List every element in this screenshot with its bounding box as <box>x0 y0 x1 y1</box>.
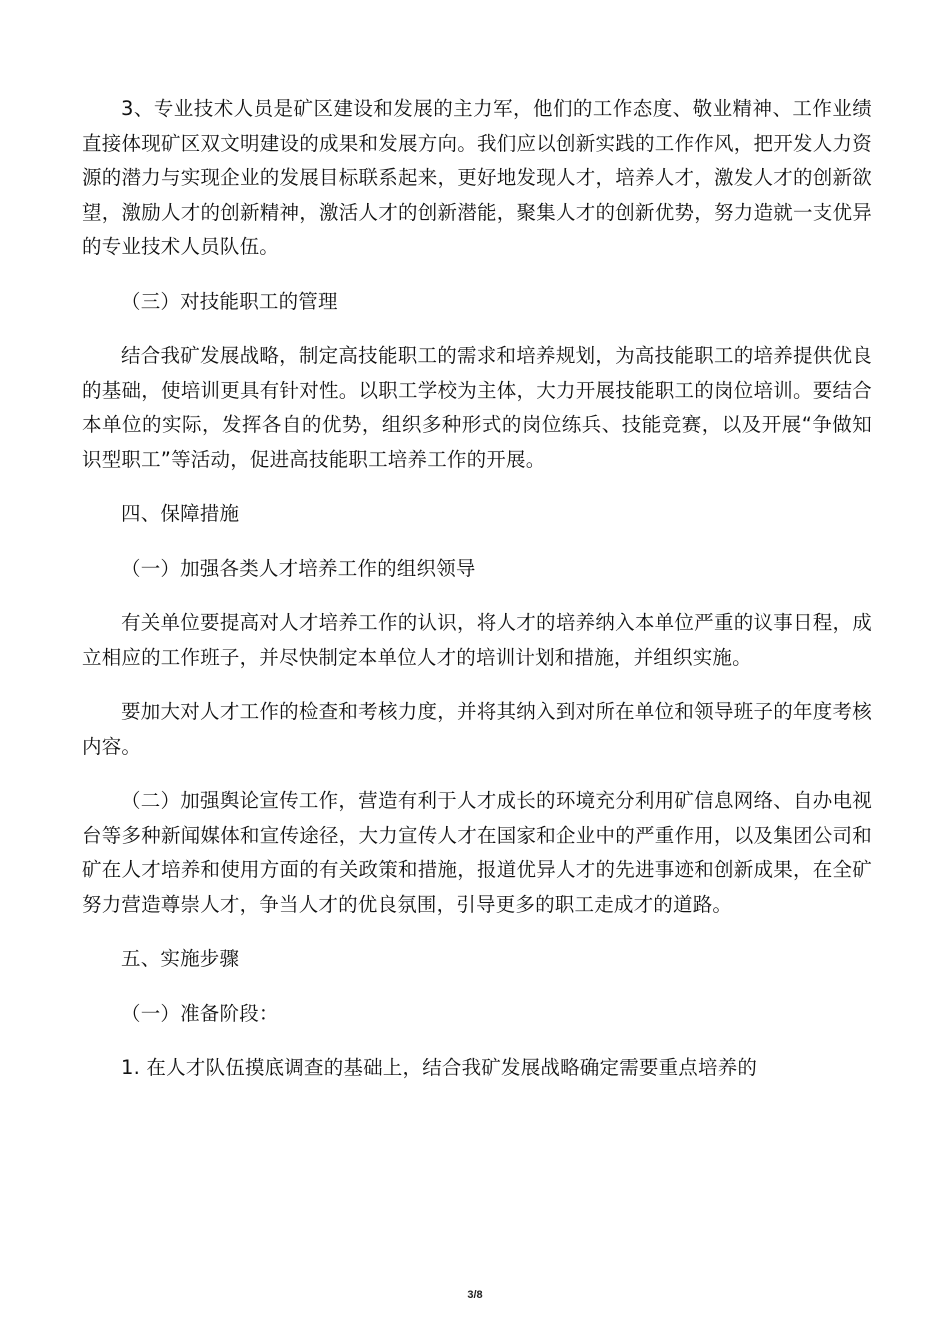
document-body <box>82 92 872 1106</box>
heading-skilled-workers-management: （三）对技能职工的管理 <box>121 289 338 313</box>
heading-safeguard-measures: 四、保障措施 <box>121 502 240 525</box>
heading-implementation-steps: 五、实施步骤 <box>121 947 240 970</box>
paragraph-step-1: 1. 在人才队伍摸底调查的基础上，结合我矿发展战略确定需要重点培养的 <box>121 1056 758 1079</box>
heading-organization-leadership: （一）加强各类人才培养工作的组织领导 <box>121 556 476 580</box>
paragraph-inspection-assessment: 要加大对人才工作的检查和考核力度，并将其纳入到对所在单位和领导班子的年度考核内容。 <box>82 700 872 758</box>
paragraph-skilled-workers: 结合我矿发展战略，制定高技能职工的需求和培养规划，为高技能职工的培养提供优良的基础，使培训更具有针对性。以职工学校为主体，大力开展技能职工的岗位培训。要结合本单位的实际，发挥各自的优势，组织多种形式的岗位练兵、技能竞赛，以及开展“争做知识型职工”等活动，促进高技能职工培养工作的开展。 <box>82 344 872 471</box>
paragraph-units-awareness: 有关单位要提高对人才培养工作的认识，将人才的培养纳入本单位严重的议事日程，成立相应的工作班子，并尽快制定本单位人才的培训计划和措施，并组织实施。 <box>82 611 872 669</box>
paragraph-technical-staff: 3、专业技术人员是矿区建设和发展的主力军，他们的工作态度、敬业精神、工作业绩直接体现矿区双文明建设的成果和发展方向。我们应以创新实践的工作作风，把开发人力资源的潜力与实现企业的发展目标联系起来，更好地发现人才，培养人才，激发人才的创新欲望，激励人才的创新精神，激活人才的创新潜能，聚集人才的创新优势，努力造就一支优异的专业技术人员队伍。 <box>82 97 872 258</box>
paragraph-publicity-work: （二）加强舆论宣传工作，营造有利于人才成长的环境充分利用矿信息网络、自办电视台等多种新闻媒体和宣传途径，大力宣传人才在国家和企业中的严重作用，以及集团公司和矿在人才培养和使用方面的有关政策和措施，报道优异人才的先进事迹和创新成果，在全矿努力营造尊崇人才，争当人才的优良氛围，引导更多的职工走成才的道路。 <box>82 789 872 916</box>
heading-preparation-stage: （一）准备阶段： <box>121 1001 279 1025</box>
page-number: 3/8 <box>467 1289 483 1301</box>
